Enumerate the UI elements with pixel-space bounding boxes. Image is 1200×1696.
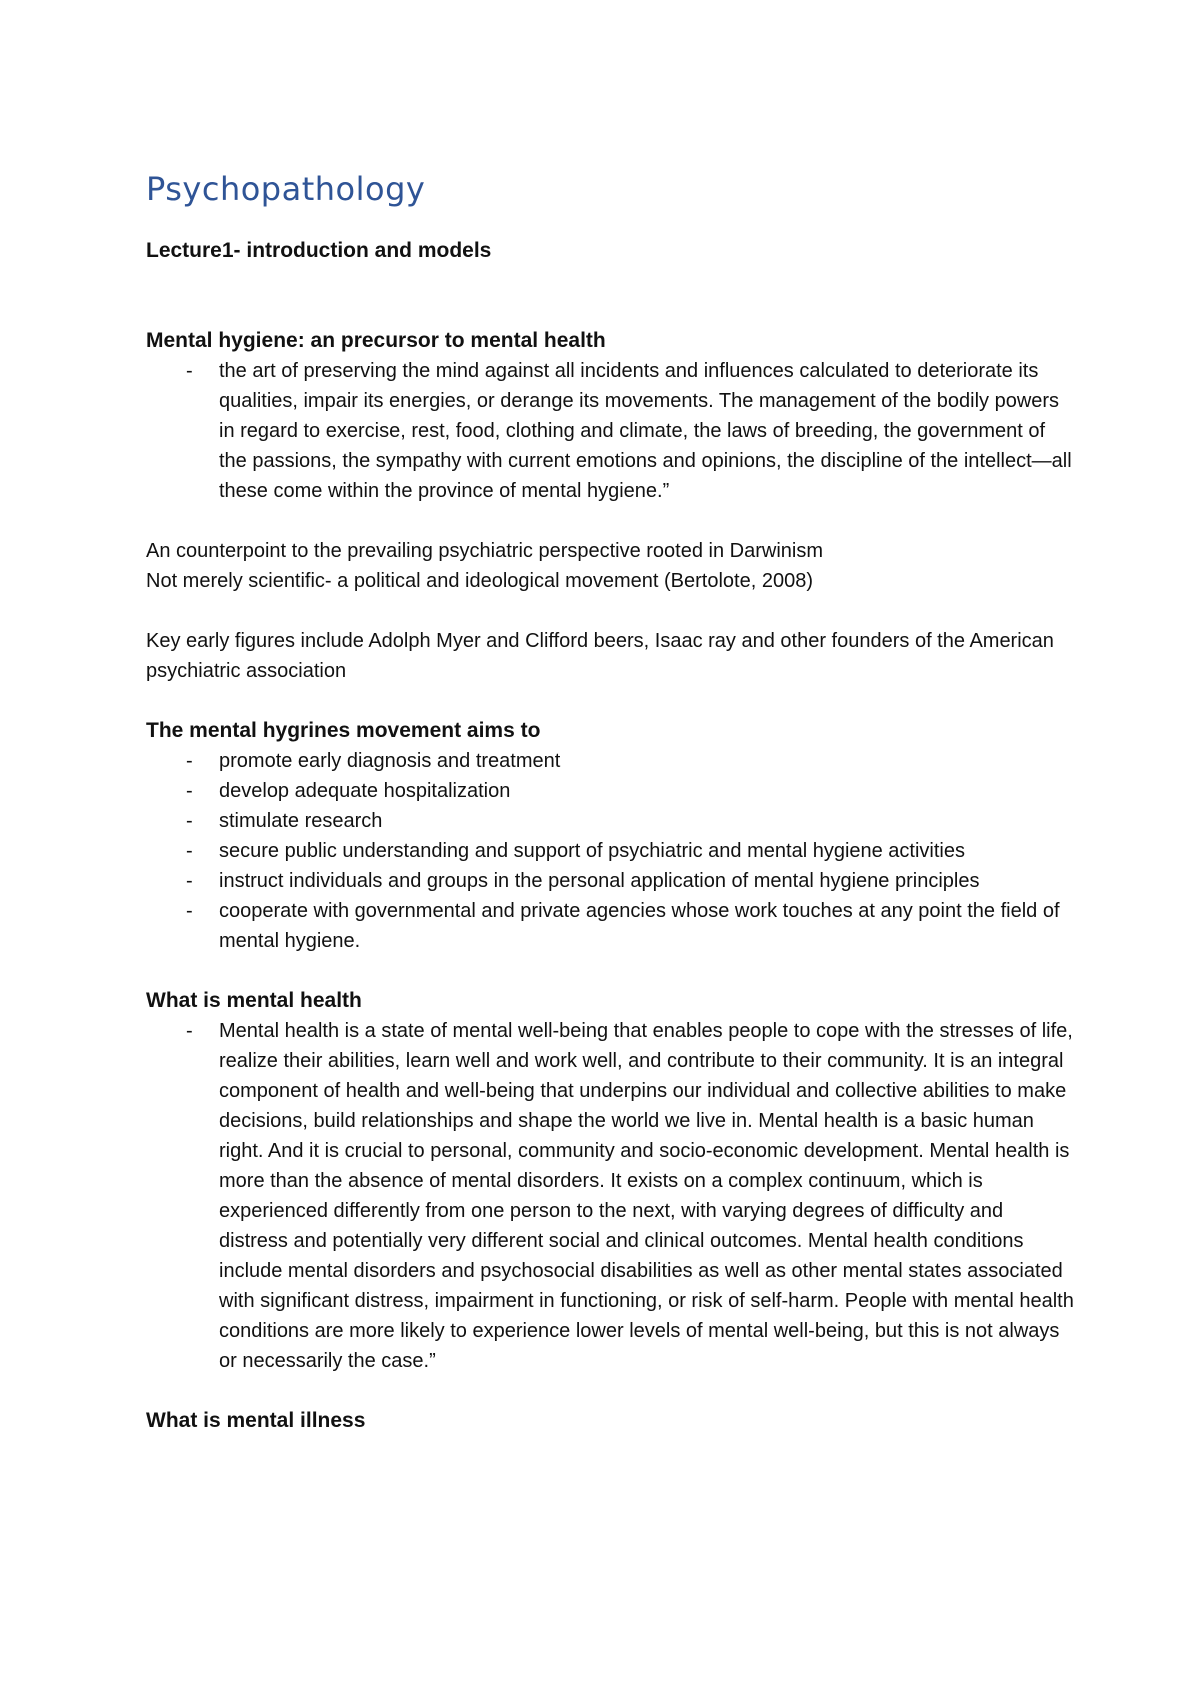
- section-mental-hygiene: [146, 326, 1076, 506]
- list-item: [146, 806, 1076, 836]
- dash-bullet: -: [186, 900, 193, 922]
- bullet-list: [146, 746, 1076, 956]
- paragraph-counterpoint: An counterpoint to the prevailing psychiatric perspective rooted in Darwinism: [146, 540, 824, 562]
- dash-bullet: -: [186, 780, 193, 802]
- list-item-text: cooperate with governmental and private agencies whose work touches at any point the field of mental hygiene.: [219, 900, 1060, 952]
- spacer: [146, 596, 1076, 626]
- list-item-text: Mental health is a state of mental well-being that enables people to cope with the stresses of life, realize their abilities, learn well and work well, and contribute to their community. It is an integral component of health and well-being that underpins our individual and collective abilities to make decisions, build relationships and shape the world we live in. Mental health is a basic human right. And it is crucial to personal, community and socio-economic development. Mental health is more than the absence of mental disorders. It exists on a complex continuum, which is experienced differently from one person to the next, with varying degrees of difficulty and distress and potentially very different social and clinical outcomes. Mental health conditions include mental disorders and psychosocial disabilities as well as other mental states associated with significant distress, impairment in functioning, or risk of self-harm. People with mental health conditions are more likely to experience lower levels of mental well-being, but this is not always or necessarily the case.”: [219, 1020, 1074, 1372]
- paragraph-bertolote: Not merely scientific- a political and ideological movement (Bertolote, 2008): [146, 570, 813, 592]
- list-item: [146, 896, 1076, 956]
- spacer: [146, 1376, 1076, 1406]
- document-body: [146, 168, 1076, 1436]
- list-item-text: the art of preserving the mind against all incidents and influences calculated to deteriorate its qualities, impair its energies, or derange its movements. The management of the bodily powers in regard to exercise, rest, food, clothing and climate, the laws of breeding, the government of the passions, the sympathy with current emotions and opinions, the discipline of the intellect—all these come within the province of mental hygiene.”: [219, 360, 1072, 502]
- bullet-list: [146, 356, 1076, 506]
- list-item: [146, 866, 1076, 896]
- list-item-text: secure public understanding and support of psychiatric and mental hygiene activities: [219, 840, 965, 862]
- list-item-text: develop adequate hospitalization: [219, 780, 511, 802]
- section-heading: The mental hygrines movement aims to: [146, 719, 541, 742]
- paragraph-key-figures: Key early figures include Adolph Myer and Clifford beers, Isaac ray and other founders of the American psychiatric association: [146, 630, 1054, 682]
- list-item: [146, 836, 1076, 866]
- section-heading-mental-illness: What is mental illness: [146, 1409, 366, 1432]
- section-heading: What is mental health: [146, 989, 362, 1012]
- section-heading: Mental hygiene: an precursor to mental health: [146, 329, 606, 352]
- spacer: [146, 956, 1076, 986]
- spacer: [146, 266, 1076, 326]
- list-item-text: stimulate research: [219, 810, 383, 832]
- list-item: [146, 1016, 1076, 1376]
- section-mental-health: [146, 986, 1076, 1376]
- list-item-text: instruct individuals and groups in the personal application of mental hygiene principles: [219, 870, 980, 892]
- list-item: [146, 746, 1076, 776]
- dash-bullet: -: [186, 360, 193, 382]
- list-item: [146, 356, 1076, 506]
- bullet-list: [146, 1016, 1076, 1376]
- section-movement-aims: [146, 716, 1076, 956]
- list-item-text: promote early diagnosis and treatment: [219, 750, 561, 772]
- lecture-heading: Lecture1- introduction and models: [146, 239, 492, 262]
- dash-bullet: -: [186, 810, 193, 832]
- document-title: Psychopathology: [146, 170, 426, 208]
- dash-bullet: -: [186, 750, 193, 772]
- list-item: [146, 776, 1076, 806]
- spacer: [146, 506, 1076, 536]
- dash-bullet: -: [186, 840, 193, 862]
- dash-bullet: -: [186, 870, 193, 892]
- spacer: [146, 686, 1076, 716]
- dash-bullet: -: [186, 1020, 193, 1042]
